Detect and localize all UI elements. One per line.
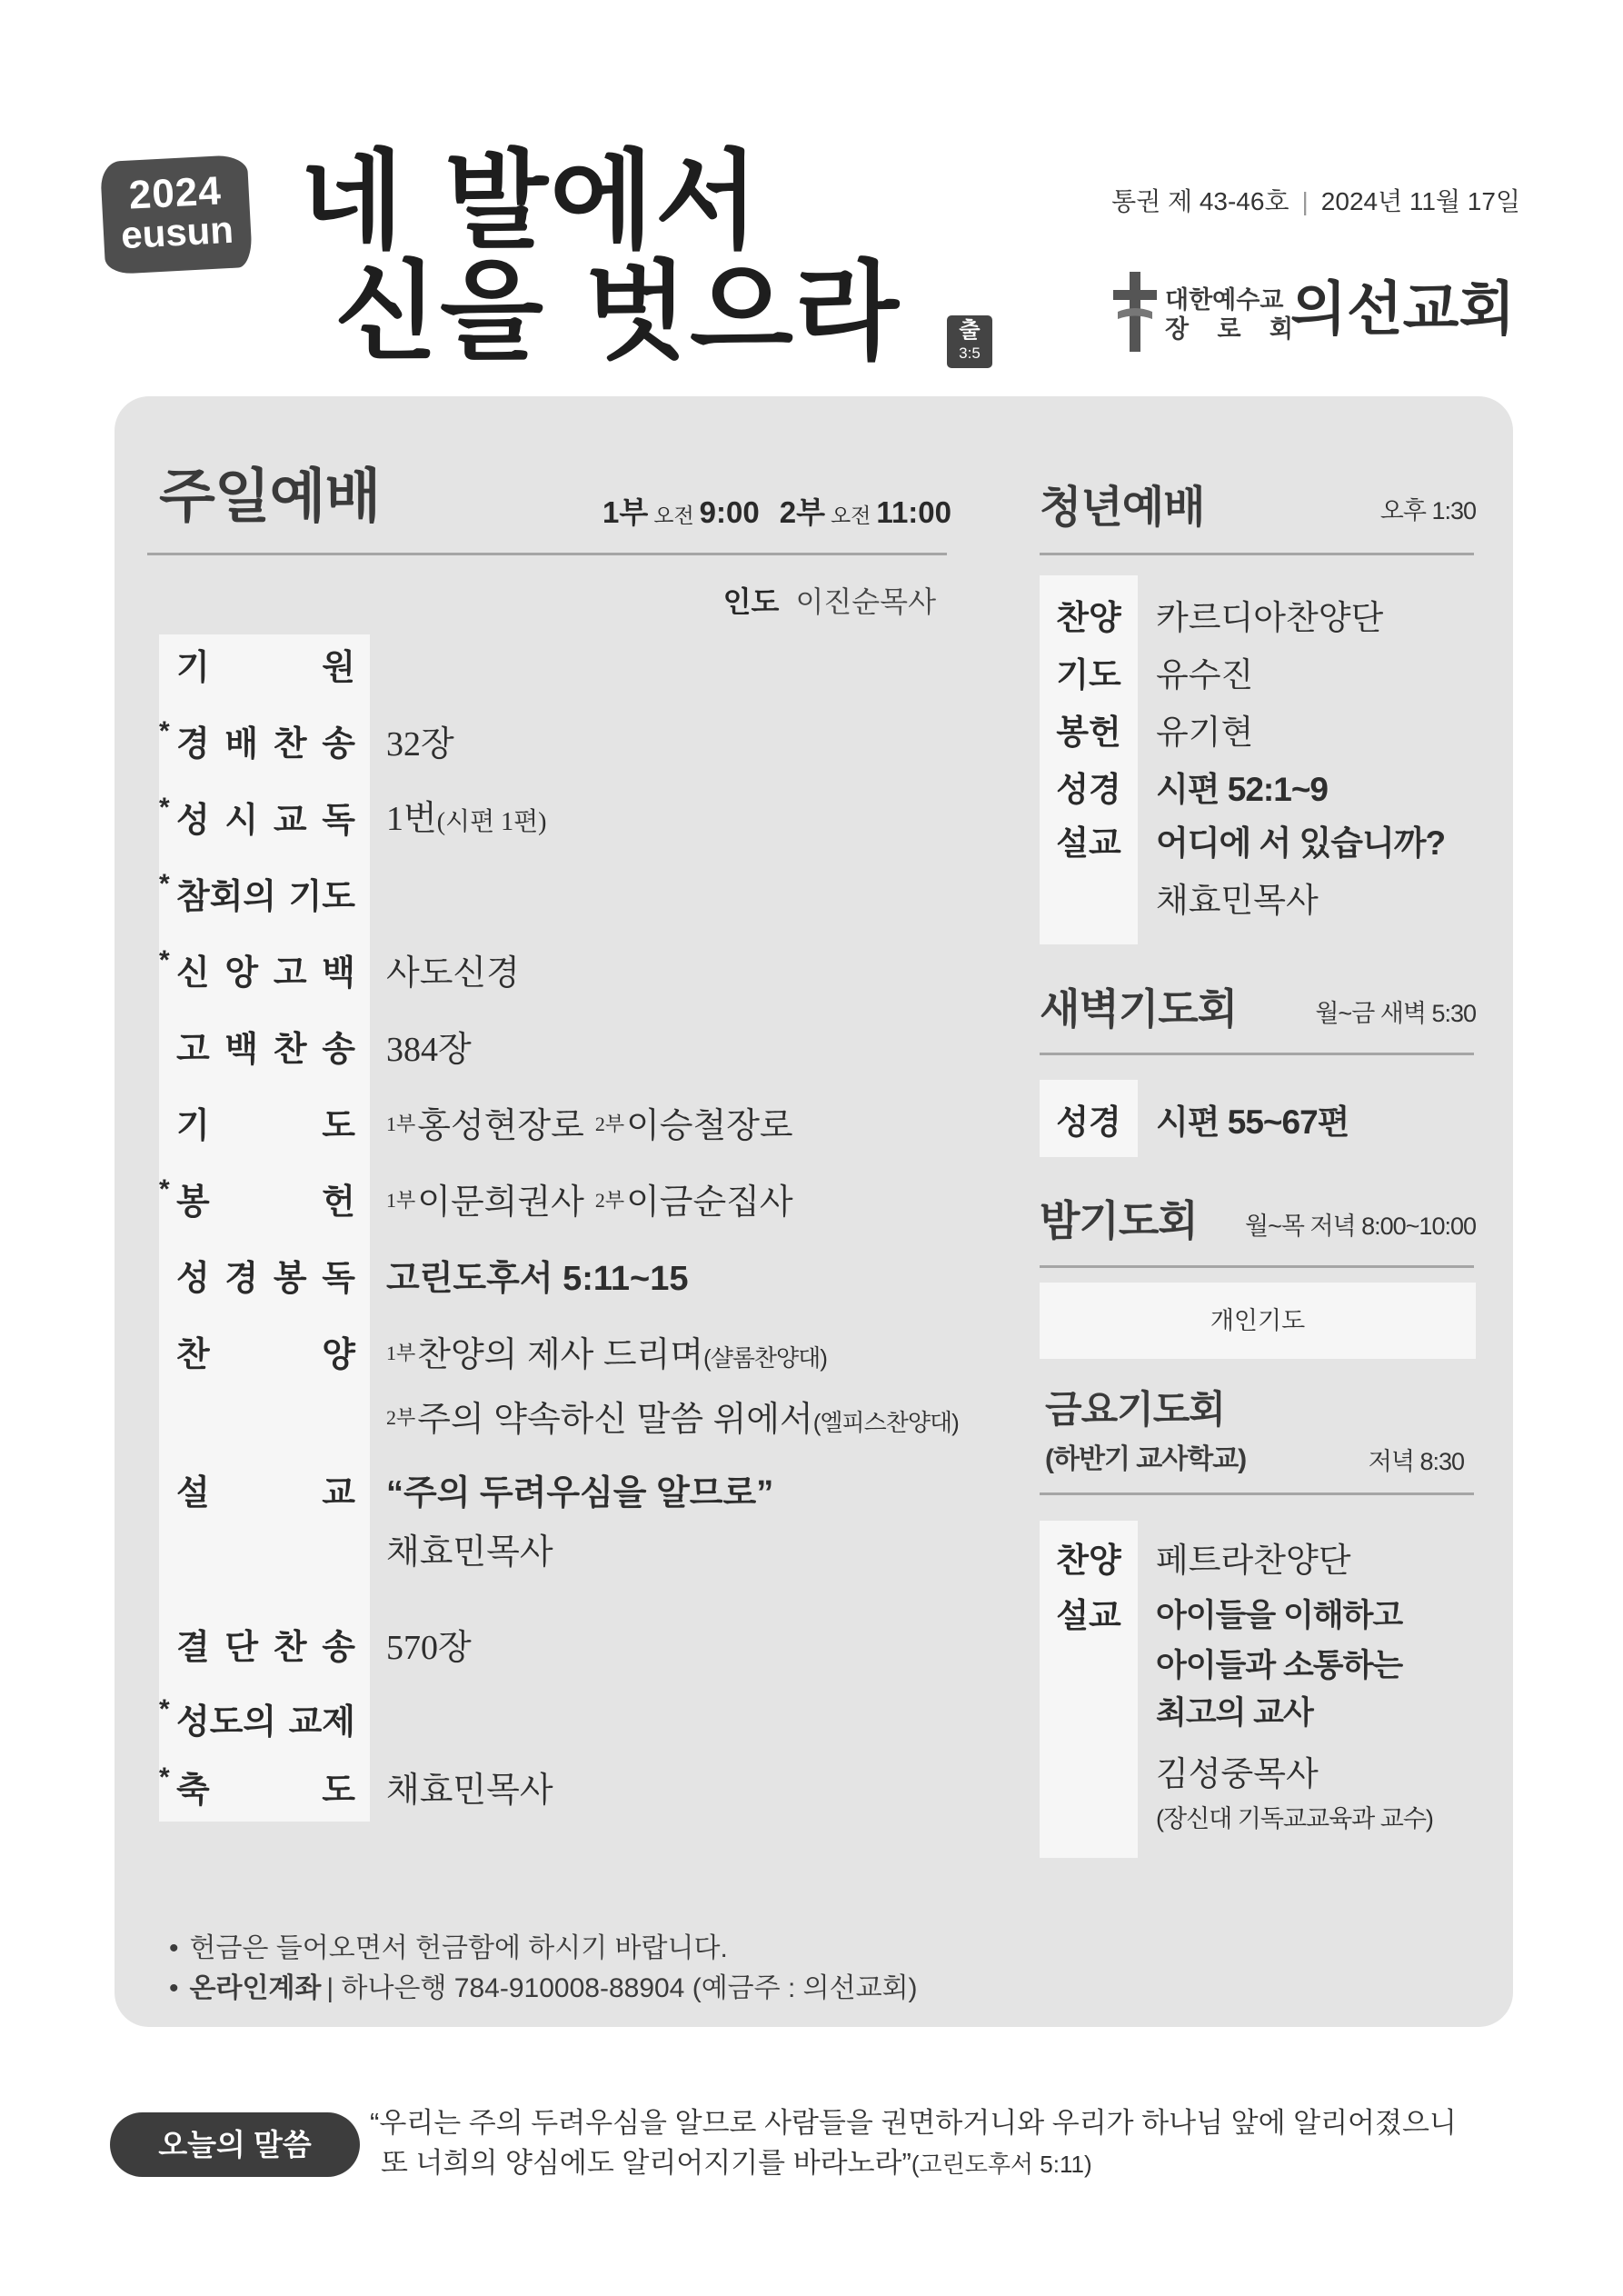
divider — [1040, 1265, 1474, 1268]
order-label: 봉헌 — [1056, 713, 1121, 751]
order-value — [1156, 814, 1445, 929]
order-value: 유기현 — [1156, 713, 1254, 751]
order-value: 사도신경 — [386, 954, 520, 993]
order-label: 찬양 — [1056, 598, 1121, 636]
friday-prayer-subtitle: (하반기 교사학교) — [1045, 1444, 1247, 1474]
order-value: 카르디아찬양단 — [1156, 598, 1384, 636]
order-row — [159, 1759, 995, 1822]
order-label: 설 교 — [176, 1474, 355, 1512]
order-row — [159, 1241, 995, 1317]
todays-word-label: 오늘의 말씀 — [110, 2112, 360, 2177]
order-label: 찬양 — [1056, 1542, 1121, 1579]
order-label: 고 백 찬 송 — [176, 1031, 355, 1069]
friday-prayer-order — [1040, 1528, 1494, 1839]
divider — [1040, 1053, 1474, 1055]
order-row — [159, 859, 995, 935]
mark: * — [159, 716, 170, 746]
todays-word-verse — [370, 2103, 1457, 2184]
order-row — [159, 630, 995, 706]
mark: * — [159, 1174, 170, 1204]
worship-leader — [723, 584, 936, 620]
order-label: 설교 — [1056, 1597, 1121, 1634]
dawn-prayer-time: 월~금 새벽 5:30 — [1315, 1000, 1476, 1027]
leader-name: 이진순목사 — [795, 585, 936, 618]
badge-year: 2024 — [127, 168, 223, 218]
sermon-title: “주의 두려우심을 알므로” — [386, 1474, 774, 1512]
mark: * — [159, 945, 170, 975]
order-value — [1156, 1586, 1433, 1839]
scripture-stamp — [947, 315, 992, 368]
night-prayer-content: 개인기도 — [1040, 1283, 1476, 1359]
youth-worship-order — [1040, 585, 1494, 929]
order-label: 기 도 — [176, 1107, 355, 1145]
sunday-service-times — [602, 493, 951, 539]
order-label: 찬 양 — [176, 1336, 355, 1374]
order-value: $^{1부}$이문희권사 $^{2부}$이금순집사 — [386, 1183, 793, 1222]
order-of-worship — [159, 630, 995, 1822]
order-value — [386, 1317, 959, 1453]
sermon-title-line: 아이들을 이해하고 — [1156, 1598, 1403, 1633]
order-row — [1040, 814, 1494, 929]
order-row — [159, 1164, 995, 1241]
order-label: 기도 — [1056, 655, 1121, 694]
preacher: 김성중목사 — [1156, 1755, 1319, 1792]
divider — [1040, 1492, 1474, 1495]
scripture-reading: 시편 52:1~9 — [1156, 770, 1329, 808]
logo-denomination — [1165, 285, 1293, 344]
title-line-2: 신을 벗으라 — [334, 248, 901, 374]
preacher-title: (장신대 기독교교육과 교수) — [1156, 1805, 1433, 1832]
order-value: 32장 — [386, 725, 454, 764]
separator: | — [1301, 187, 1309, 215]
verse-reference: (고린도후서 5:11) — [911, 2151, 1092, 2178]
sermon-title-line: 아이들과 소통하는 — [1156, 1648, 1403, 1683]
mark: * — [159, 793, 170, 823]
stamp-book: 출 — [959, 318, 981, 343]
order-value — [386, 1455, 773, 1581]
title-line-1: 네 발에서 — [300, 137, 762, 264]
divider — [147, 553, 947, 555]
dawn-prayer-order — [1040, 1080, 1494, 1157]
sermon-title-line: 최고의 교사 — [1156, 1695, 1313, 1731]
order-row — [1040, 1586, 1494, 1839]
order-label: * 봉 헌 — [159, 1174, 355, 1222]
verse-line-2: 또 너희의 양심에도 알리어지기를 바라노라”(고린도후서 5:11) — [381, 2147, 1092, 2179]
issue-number: 통권 제 43-46호 — [1111, 187, 1289, 215]
scripture-reading: 고린도후서 5:11~15 — [386, 1260, 689, 1298]
verse-line-1: “우리는 주의 두려우심을 알므로 사람들을 권면하거니와 우리가 하나님 앞에 알리어졌으니 — [370, 2107, 1457, 2139]
night-prayer-title: 밤기도회 — [1040, 1197, 1198, 1244]
service-time: 1부 오전 9:00 — [602, 495, 760, 529]
dawn-prayer-title: 새벽기도회 — [1040, 985, 1238, 1033]
order-value: 570장 — [386, 1629, 472, 1667]
order-value: 1번(시편 1편) — [386, 800, 547, 838]
order-value: $^{1부}$홍성현장로 $^{2부}$이승철장로 — [386, 1107, 793, 1145]
anthem-line: $^{1부}$찬양의 제사 드리며(샬롬찬양대) — [386, 1336, 827, 1374]
order-row — [1040, 757, 1494, 814]
year-badge — [100, 155, 253, 275]
scripture-reading: 시편 55~67편 — [1156, 1103, 1349, 1141]
order-label: * 참회의 기도 — [159, 869, 355, 916]
order-row — [1040, 1080, 1494, 1157]
order-label: 설교 — [1056, 824, 1121, 862]
service-time: 2부 오전 11:00 — [779, 495, 951, 529]
notices — [169, 1929, 918, 2009]
order-label: 기 원 — [176, 649, 355, 687]
order-label: * 축 도 — [159, 1762, 355, 1810]
issue-date: 2024년 11월 17일 — [1320, 187, 1520, 215]
badge-name: eusun — [120, 207, 235, 257]
mark: * — [159, 1762, 170, 1792]
order-value: 유수진 — [1156, 655, 1254, 694]
divider — [1040, 553, 1474, 555]
sunday-worship-title: 주일예배 — [159, 464, 381, 529]
order-row — [159, 1317, 995, 1455]
order-label: * 경 배 찬 송 — [159, 716, 355, 764]
order-label: * 신 앙 고 백 — [159, 945, 355, 993]
order-row — [1040, 585, 1494, 643]
issue-date-line — [1111, 185, 1520, 219]
order-row — [159, 1455, 995, 1610]
sermon-title: 어디에 서 있습니까? — [1156, 824, 1446, 862]
order-row — [159, 1012, 995, 1088]
friday-prayer-title: 금요기도회 — [1045, 1388, 1225, 1431]
preacher: 채효민목사 — [1156, 882, 1319, 919]
order-row — [159, 706, 995, 783]
order-row — [159, 1088, 995, 1164]
order-label: * 성 시 교 독 — [159, 793, 355, 840]
mark: * — [159, 1694, 170, 1724]
order-row — [1040, 1528, 1494, 1586]
notice-account: • 온라인계좌 | 하나은행 784-910008-88904 (예금주 : 의선교회) — [169, 1973, 918, 2003]
youth-worship-time: 오후 1:30 — [1379, 497, 1476, 524]
order-row — [159, 935, 995, 1012]
order-label: 성 경 봉 독 — [176, 1260, 355, 1298]
order-row — [1040, 643, 1494, 700]
leader-label: 인도 — [722, 585, 780, 618]
night-prayer-time: 월~목 저녁 8:00~10:00 — [1245, 1213, 1476, 1240]
order-value: 페트라찬양단 — [1156, 1542, 1351, 1579]
order-row — [159, 1610, 995, 1686]
order-row — [159, 783, 995, 859]
youth-worship-title: 청년예배 — [1040, 484, 1205, 532]
order-label: 성경 — [1056, 1103, 1121, 1141]
anthem-line: $^{2부}$주의 약속하신 말씀 위에서(엘피스찬양대) — [386, 1401, 959, 1439]
notice-offering: • 헌금은 들어오면서 헌금함에 하시기 바랍니다. — [169, 1933, 728, 1963]
order-label: 결 단 찬 송 — [176, 1629, 355, 1667]
order-row — [159, 1686, 995, 1759]
cross-icon — [1109, 272, 1161, 352]
friday-prayer-time: 저녁 8:30 — [1368, 1448, 1464, 1475]
order-value: 채효민목사 — [386, 1772, 553, 1810]
order-value: 384장 — [386, 1031, 472, 1069]
order-label: * 성도의 교제 — [159, 1694, 355, 1742]
preacher: 채효민목사 — [386, 1533, 553, 1572]
order-row — [1040, 700, 1494, 757]
mark: * — [159, 869, 170, 899]
stamp-verse: 3:5 — [959, 344, 981, 362]
logo-line-2: 장 로 회 — [1165, 315, 1293, 343]
logo-church-name: 의선교회 — [1290, 276, 1516, 342]
logo-line-1: 대한예수교 — [1165, 286, 1284, 314]
order-label: 성경 — [1056, 770, 1121, 808]
